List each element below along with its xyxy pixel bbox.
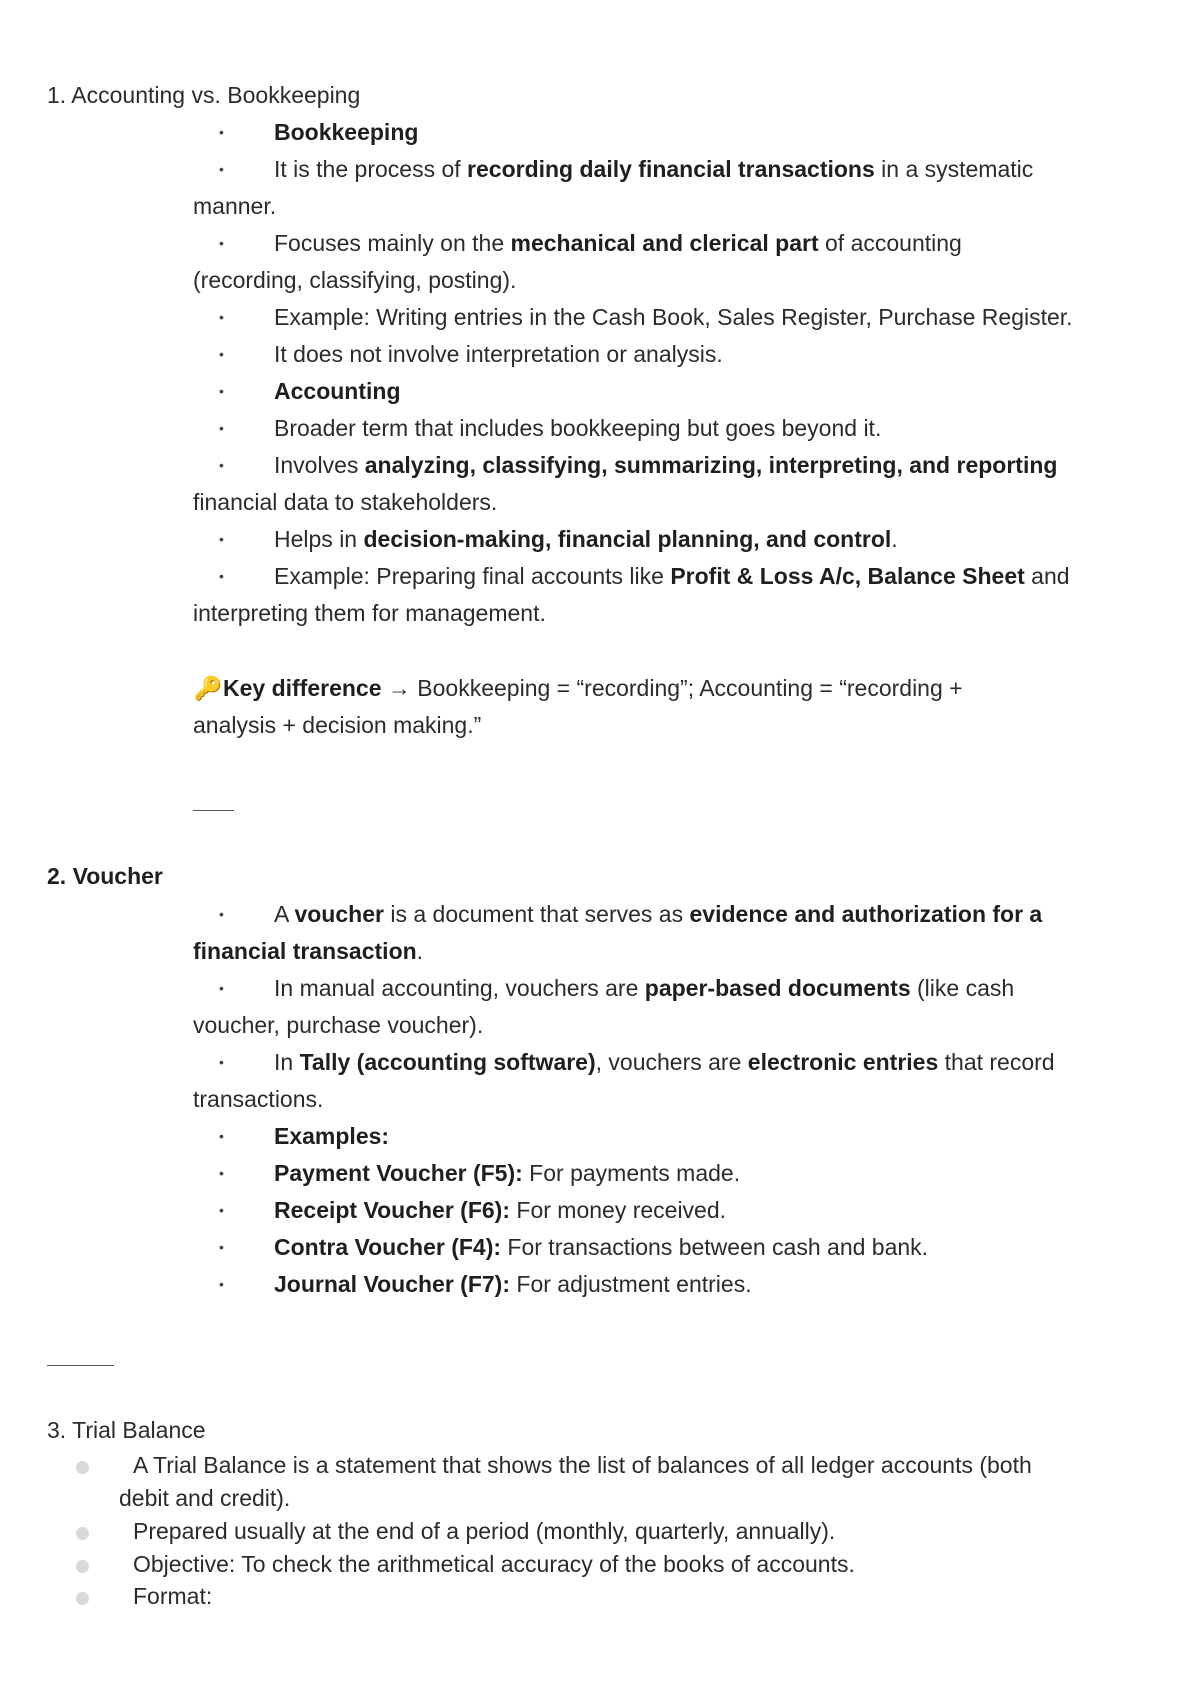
example-contra-voucher: Contra Voucher (F4): For transactions between cash and bank. [274, 1234, 929, 1260]
bullet: • [219, 161, 224, 177]
voucher-point-2: In manual accounting, vouchers are paper-based documents (like cash [274, 975, 1015, 1001]
section-2-heading: 2. Voucher [47, 863, 163, 889]
bullet: • [219, 1165, 224, 1181]
divider-1 [193, 810, 234, 811]
voucher-point-1-cont: financial transaction. [193, 938, 424, 964]
voucher-point-2-cont: voucher, purchase voucher). [193, 1012, 484, 1038]
accounting-point-4: Example: Preparing final accounts like Profit & Loss A/c, Balance Sheet and [274, 563, 1070, 589]
trial-balance-point-3: Objective: To check the arithmetical accuracy of the books of accounts. [133, 1551, 855, 1577]
bullet: • [219, 1128, 224, 1144]
bookkeeping-point-4: It does not involve interpretation or analysis. [274, 341, 723, 367]
divider-2 [47, 1365, 114, 1366]
trial-balance-point-2: Prepared usually at the end of a period (monthly, quarterly, annually). [133, 1518, 836, 1544]
bookkeeping-point-3: Example: Writing entries in the Cash Book, Sales Register, Purchase Register. [274, 304, 1073, 330]
list-bullet-icon [76, 1461, 89, 1474]
trial-balance-point-1-cont: debit and credit). [119, 1485, 291, 1511]
bullet: • [219, 124, 224, 140]
accounting-point-3: Helps in decision-making, financial planning, and control. [274, 526, 898, 552]
bullet: • [219, 383, 224, 399]
section-3-heading: 3. Trial Balance [47, 1417, 206, 1443]
bullet: • [219, 1239, 224, 1255]
accounting-title: Accounting [274, 378, 401, 404]
voucher-point-1: A voucher is a document that serves as evidence and authorization for a [274, 901, 1043, 927]
accounting-point-2-cont: financial data to stakeholders. [193, 489, 498, 515]
bookkeeping-point-1-cont: manner. [193, 193, 277, 219]
example-payment-voucher: Payment Voucher (F5): For payments made. [274, 1160, 741, 1186]
accounting-point-1: Broader term that includes bookkeeping but goes beyond it. [274, 415, 882, 441]
example-journal-voucher: Journal Voucher (F7): For adjustment entries. [274, 1271, 752, 1297]
bookkeeping-title: Bookkeeping [274, 119, 419, 145]
accounting-point-2: Involves analyzing, classifying, summarizing, interpreting, and reporting [274, 452, 1058, 478]
examples-title: Examples: [274, 1123, 390, 1149]
bullet: • [219, 1276, 224, 1292]
bullet: • [219, 906, 224, 922]
bullet: • [219, 420, 224, 436]
bookkeeping-point-2: Focuses mainly on the mechanical and clerical part of accounting [274, 230, 962, 256]
bullet: • [219, 346, 224, 362]
voucher-point-3-cont: transactions. [193, 1086, 324, 1112]
bullet: • [219, 980, 224, 996]
list-bullet-icon [76, 1592, 89, 1605]
bullet: • [219, 1054, 224, 1070]
voucher-point-3: In Tally (accounting software), vouchers are electronic entries that record [274, 1049, 1055, 1075]
key-difference: 🔑Key difference → Bookkeeping = “recording”; Accounting = “recording + [193, 670, 963, 707]
bullet: • [219, 1202, 224, 1218]
bullet: • [219, 235, 224, 251]
list-bullet-icon [76, 1527, 89, 1540]
bookkeeping-point-2-cont: (recording, classifying, posting). [193, 267, 517, 293]
trial-balance-point-4: Format: [133, 1583, 213, 1609]
bookkeeping-point-1: It is the process of recording daily financial transactions in a systematic [274, 156, 1034, 182]
bullet: • [219, 568, 224, 584]
bullet: • [219, 309, 224, 325]
bullet: • [219, 531, 224, 547]
example-receipt-voucher: Receipt Voucher (F6): For money received. [274, 1197, 727, 1223]
list-bullet-icon [76, 1560, 89, 1573]
key-icon: 🔑 [193, 675, 223, 701]
trial-balance-point-1: A Trial Balance is a statement that shows the list of balances of all ledger accounts (both [133, 1452, 1032, 1478]
bullet: • [219, 457, 224, 473]
section-1-heading: 1. Accounting vs. Bookkeeping [47, 82, 361, 108]
key-difference-cont: analysis + decision making.” [193, 712, 482, 738]
accounting-point-4-cont: interpreting them for management. [193, 600, 546, 626]
